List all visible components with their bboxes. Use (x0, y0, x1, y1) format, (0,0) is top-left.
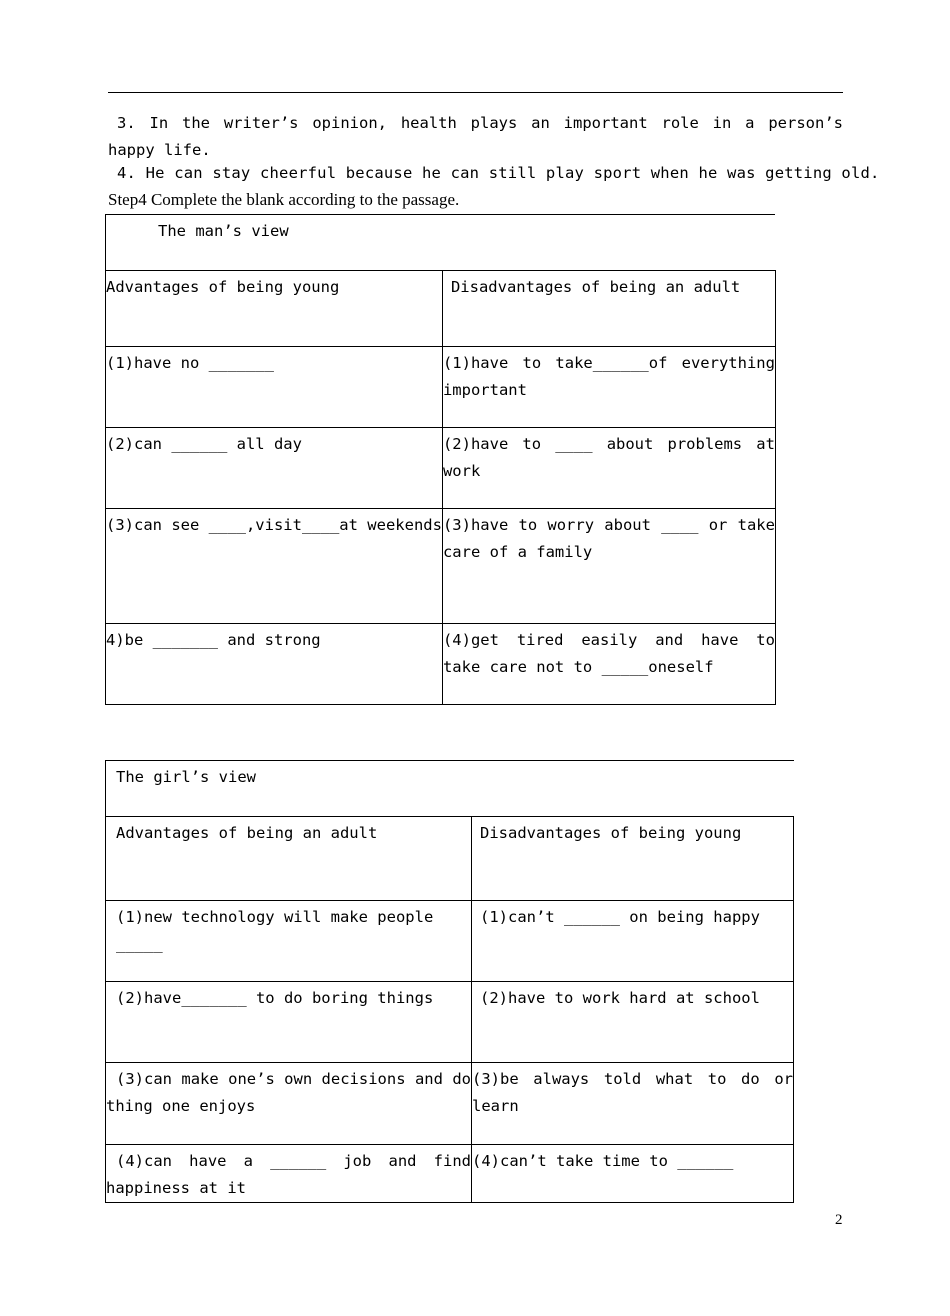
man-row-4-right: (4)get tired easily and have to take care not to _____oneself (442, 624, 775, 705)
girl-view-table (105, 760, 794, 1203)
girl-left-header: Advantages of being an adult (106, 817, 472, 901)
girl-row-2-right: (2)have to work hard at school (472, 982, 794, 1063)
girl-row-4-left: (4)can have a ______ job and find happiness at it (106, 1145, 472, 1203)
step-title: Step4 Complete the blank according to the passage. (108, 190, 460, 209)
girl-row-3-right: (3)be always told what to do or learn (472, 1063, 794, 1145)
statement-3: 3. In the writer’s opinion, health plays an important role in a person’s happy life. (108, 114, 843, 159)
man-row-1-right: (1)have to take______of everything important (442, 347, 775, 428)
girl-view-title: The girl’s view (106, 761, 794, 817)
man-row-1-left: (1)have no _______ (106, 347, 443, 428)
statement-4: 4. He can stay cheerful because he can still play sport when he was getting old. (117, 164, 880, 182)
man-view-table (105, 214, 776, 705)
man-view-title: The man’s view (106, 215, 776, 271)
man-row-3-left: (3)can see ____,visit____at weekends (106, 509, 443, 624)
man-left-header: Advantages of being young (106, 271, 443, 347)
girl-row-1-right: (1)can’t ______ on being happy (472, 901, 794, 982)
girl-row-3-left: (3)can make one’s own decisions and do thing one enjoys (106, 1063, 472, 1145)
header-rule (108, 92, 843, 93)
man-row-3-right: (3)have to worry about ____ or take care of a family (442, 509, 775, 624)
girl-right-header: Disadvantages of being young (472, 817, 794, 901)
girl-row-4-right: (4)can’t take time to ______ (472, 1145, 794, 1203)
man-row-4-left: 4)be _______ and strong (106, 624, 443, 705)
page-number: 2 (835, 1212, 843, 1228)
man-right-header: Disadvantages of being an adult (442, 271, 775, 347)
man-row-2-left: (2)can ______ all day (106, 428, 443, 509)
girl-row-1-left: (1)new technology will make people _____ (106, 901, 472, 982)
man-row-2-right: (2)have to ____ about problems at work (442, 428, 775, 509)
girl-row-2-left: (2)have_______ to do boring things (106, 982, 472, 1063)
